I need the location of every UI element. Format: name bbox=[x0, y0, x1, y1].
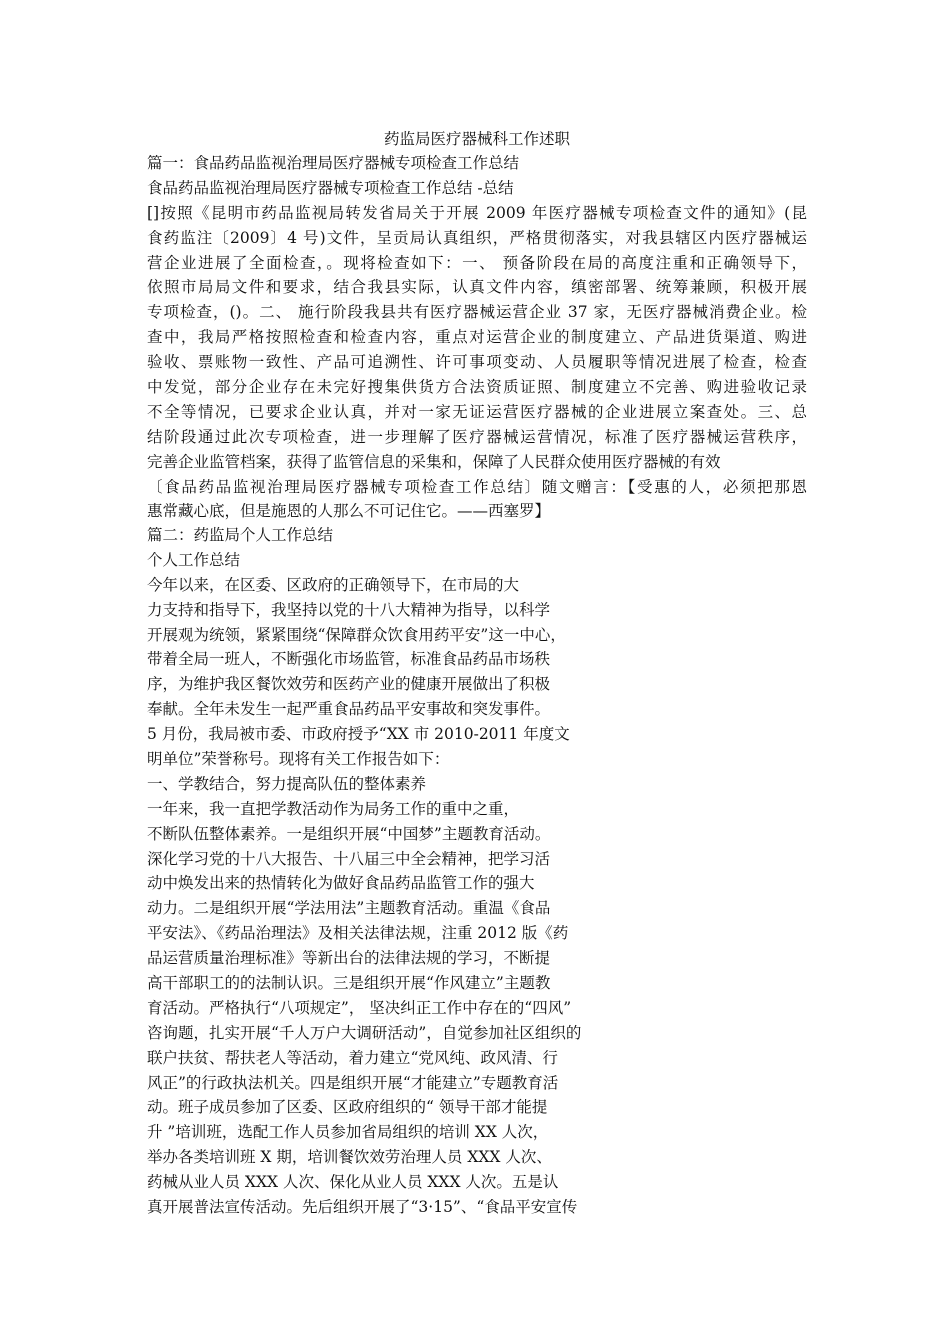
text-line: 深化学习党的十八大报告、十八届三中全会精神，把学习活 bbox=[147, 849, 551, 868]
text-line: 5 月份，我局被市委、市政府授予“XX 市 2010-2011 年度文 bbox=[147, 725, 570, 744]
text-line: 风正”的行政执法机关。四是组织开展“才能建立”专题教育活 bbox=[147, 1073, 559, 1092]
part-two bbox=[147, 523, 807, 1220]
text-line: []按照《昆明市药品监视局转发省局关于开展 2009 年医疗器械专项检查文件的通知》(昆 bbox=[147, 203, 807, 222]
text-line: 依照市局局文件和要求，结合我县实际，认真文件内容，缜密部署、统筹兼顾，积极开展 bbox=[147, 278, 807, 297]
text-line: 动中焕发出来的热情转化为做好食品药品监管工作的强大 bbox=[147, 874, 535, 893]
text-line: 力支持和指导下，我坚持以党的十八大精神为指导，以科学 bbox=[147, 600, 551, 619]
text-line: 完善企业监管档案，获得了监管信息的采集和，保障了人民群众使用医疗器械的有效 bbox=[147, 452, 721, 471]
text-line: 咨询题，扎实开展“千人万户大调研活动”，自觉参加社区组织的 bbox=[147, 1023, 582, 1042]
part-one-subheading: 食品药品监视治理局医疗器械专项检查工作总结 -总结 bbox=[147, 178, 514, 197]
part-two-heading: 篇二：药监局个人工作总结 bbox=[147, 526, 334, 544]
part-two-subheading: 个人工作总结 bbox=[147, 550, 241, 569]
text-line: 验收、票账物一致性、产品可追溯性、许可事项变动、人员履职等情况进展了检查，检查 bbox=[147, 353, 807, 372]
part-one bbox=[147, 151, 807, 524]
part-one-heading: 篇一：食品药品监视治理局医疗器械专项检查工作总结 bbox=[147, 154, 520, 172]
text-line: 营企业进展了全面检查，。现将检查如下：一、 预备阶段在局的高度注重和正确领导下， bbox=[147, 253, 807, 272]
text-line: 举办各类培训班 X 期，培训餐饮效劳治理人员 XXX 人次、 bbox=[147, 1148, 552, 1167]
text-line: 序，为维护我区餐饮效劳和医药产业的健康开展做出了积极 bbox=[147, 675, 551, 694]
text-line: 育活动。严格执行“八项规定”， 坚决纠正工作中存在的“四风” bbox=[147, 998, 572, 1017]
text-line: 不全等情况，已要求企业认真，并对一家无证运营医疗器械的企业进展立案查处。三、总 bbox=[147, 402, 807, 421]
text-line: 品运营质量治理标准》等新出台的法律法规的学习，不断提 bbox=[147, 949, 551, 968]
text-line: 药械从业人员 XXX 人次、保化从业人员 XXX 人次。五是认 bbox=[147, 1173, 559, 1192]
text-line: 高干部职工的的法制认识。三是组织开展“作风建立”主题教 bbox=[147, 974, 551, 993]
text-line: 动力。二是组织开展“学法用法”主题教育活动。重温《食品 bbox=[147, 899, 551, 918]
text-line: 惠常藏心底，但是施恩的人那么不可记住它。——西塞罗】 bbox=[147, 502, 551, 521]
text-line: 结阶段通过此次专项检查，进一步理解了医疗器械运营情况，标准了医疗器械运营秩序， bbox=[147, 427, 807, 446]
text-line: 平安法》、《药品治理法》及相关法律法规，注重 2012 版《药 bbox=[147, 924, 569, 943]
text-line: 〔食品药品监视治理局医疗器械专项检查工作总结〕随文赠言：【受惠的人，必须把那恩 bbox=[147, 477, 807, 496]
text-line: 一年来，我一直把学教活动作为局务工作的重中之重， bbox=[147, 799, 520, 818]
text-line: 专项检查，()。二、 施行阶段我县共有医疗器械运营企业 37 家，无医疗器械消费企业。检 bbox=[147, 303, 807, 322]
text-line: 奉献。全年未发生一起严重食品药品平安事故和突发事件。 bbox=[147, 700, 551, 719]
text-line: 动。班子成员参加了区委、区政府组织的“ 领导干部才能提 bbox=[147, 1098, 548, 1117]
text-line: 联户扶贫、帮扶老人等活动，着力建立“党风纯、政风清、行 bbox=[147, 1048, 558, 1067]
document-title: 药监局医疗器械科工作述职 bbox=[383, 130, 570, 148]
text-line: 不断队伍整体素养。一是组织开展“中国梦”主题教育活动。 bbox=[147, 824, 551, 843]
text-line: 升 ”培训班，选配工作人员参加省局组织的培训 XX 人次， bbox=[147, 1123, 549, 1142]
text-line: 开展观为统领，紧紧围绕“保障群众饮食用药平安”这一中心， bbox=[147, 625, 566, 644]
text-line: 明单位”荣誉称号。现将有关工作报告如下： bbox=[147, 750, 450, 769]
text-line: 中发觉，部分企业存在未完好搜集供货方合法资质证照、制度建立不完善、购进验收记录 bbox=[147, 378, 807, 397]
part-two-body bbox=[147, 573, 807, 1220]
part-one-paragraph bbox=[147, 201, 807, 525]
text-line: 今年以来，在区委、区政府的正确领导下，在市局的大 bbox=[147, 575, 520, 594]
text-line: 真开展普法宣传活动。先后组织开展了“3·15”、“食品平安宣传 bbox=[147, 1198, 578, 1217]
text-line: 食药监注〔2009〕4 号)文件，呈贡局认真组织，严格贯彻落实，对我县辖区内医疗器械运 bbox=[147, 228, 807, 247]
text-line: 查中，我局严格按照检查和检查内容，重点对运营企业的制度建立、产品进货渠道、购进 bbox=[147, 328, 807, 347]
text-line: 带着全局一班人，不断强化市场监管，标准食品药品市场秩 bbox=[147, 650, 551, 669]
text-line: 一、学教结合，努力提高队伍的整体素养 bbox=[147, 774, 427, 793]
